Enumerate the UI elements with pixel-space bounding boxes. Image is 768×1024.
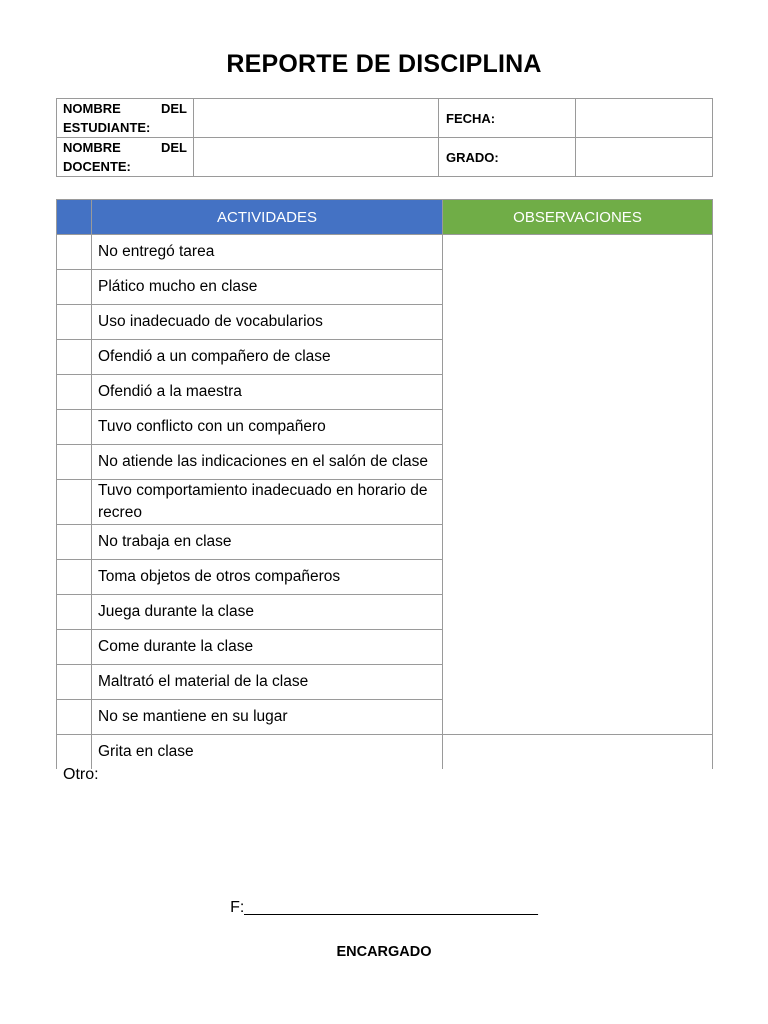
info-table	[56, 98, 713, 177]
date-field[interactable]	[576, 99, 713, 138]
activity-label: No entregó tarea	[92, 235, 443, 270]
activity-checkbox-cell[interactable]	[57, 700, 92, 735]
checkbox-column-header	[57, 200, 92, 235]
grade-label: GRADO:	[439, 138, 576, 177]
activity-label: Tuvo conflicto con un compañero	[92, 410, 443, 445]
signature-role: ENCARGADO	[336, 944, 432, 960]
activity-label: Tuvo comportamiento inadecuado en horario de recreo	[92, 480, 443, 525]
teacher-name-field[interactable]	[194, 138, 439, 177]
activity-label: No se mantiene en su lugar	[92, 700, 443, 735]
activity-checkbox-cell[interactable]	[57, 560, 92, 595]
info-row-student	[57, 99, 713, 138]
activity-label: Ofendió a un compañero de clase	[92, 340, 443, 375]
activity-checkbox-cell[interactable]	[57, 270, 92, 305]
info-row-teacher	[57, 138, 713, 177]
activity-checkbox-cell[interactable]	[57, 305, 92, 340]
activity-label: Ofendió a la maestra	[92, 375, 443, 410]
activity-label: Juega durante la clase	[92, 595, 443, 630]
activity-checkbox-cell[interactable]	[57, 445, 92, 480]
activity-checkbox-cell[interactable]	[57, 595, 92, 630]
teacher-label-word-2: DEL	[161, 140, 187, 155]
activity-checkbox-cell[interactable]	[57, 375, 92, 410]
other-label: Otro:	[63, 766, 99, 783]
observations-field[interactable]	[443, 235, 713, 735]
activity-label: No trabaja en clase	[92, 525, 443, 560]
date-label: FECHA:	[439, 99, 576, 138]
student-name-label	[57, 99, 194, 138]
activity-label: Grita en clase	[92, 735, 443, 770]
activity-checkbox-cell[interactable]	[57, 665, 92, 700]
activity-label: Come durante la clase	[92, 630, 443, 665]
activity-label: Toma objetos de otros compañeros	[92, 560, 443, 595]
activities-table	[56, 199, 713, 769]
signature-line: F:_________________________________	[230, 899, 538, 916]
activity-checkbox-cell[interactable]	[57, 525, 92, 560]
activity-label: Maltrató el material de la clase	[92, 665, 443, 700]
activity-label: Plático mucho en clase	[92, 270, 443, 305]
activity-checkbox-cell[interactable]	[57, 235, 92, 270]
activities-header-row	[57, 200, 713, 235]
grade-field[interactable]	[576, 138, 713, 177]
activity-checkbox-cell[interactable]	[57, 410, 92, 445]
student-name-field[interactable]	[194, 99, 439, 138]
activity-checkbox-cell[interactable]	[57, 630, 92, 665]
table-row	[57, 235, 713, 270]
student-label-word-1: NOMBRE	[63, 101, 121, 116]
observations-field-extra[interactable]	[443, 735, 713, 770]
observations-header: OBSERVACIONES	[443, 200, 713, 235]
table-row	[57, 735, 713, 770]
teacher-label-word-1: NOMBRE	[63, 140, 121, 155]
activity-checkbox-cell[interactable]	[57, 735, 92, 770]
student-label-word-3: ESTUDIANTE:	[63, 120, 151, 135]
document-title: REPORTE DE DISCIPLINA	[226, 50, 542, 78]
activity-checkbox-cell[interactable]	[57, 480, 92, 525]
student-label-word-2: DEL	[161, 101, 187, 116]
teacher-name-label	[57, 138, 194, 177]
activity-label: Uso inadecuado de vocabularios	[92, 305, 443, 340]
activities-header: ACTIVIDADES	[92, 200, 443, 235]
teacher-label-word-3: DOCENTE:	[63, 159, 131, 174]
activity-label: No atiende las indicaciones en el salón de clase	[92, 445, 443, 480]
activity-checkbox-cell[interactable]	[57, 340, 92, 375]
